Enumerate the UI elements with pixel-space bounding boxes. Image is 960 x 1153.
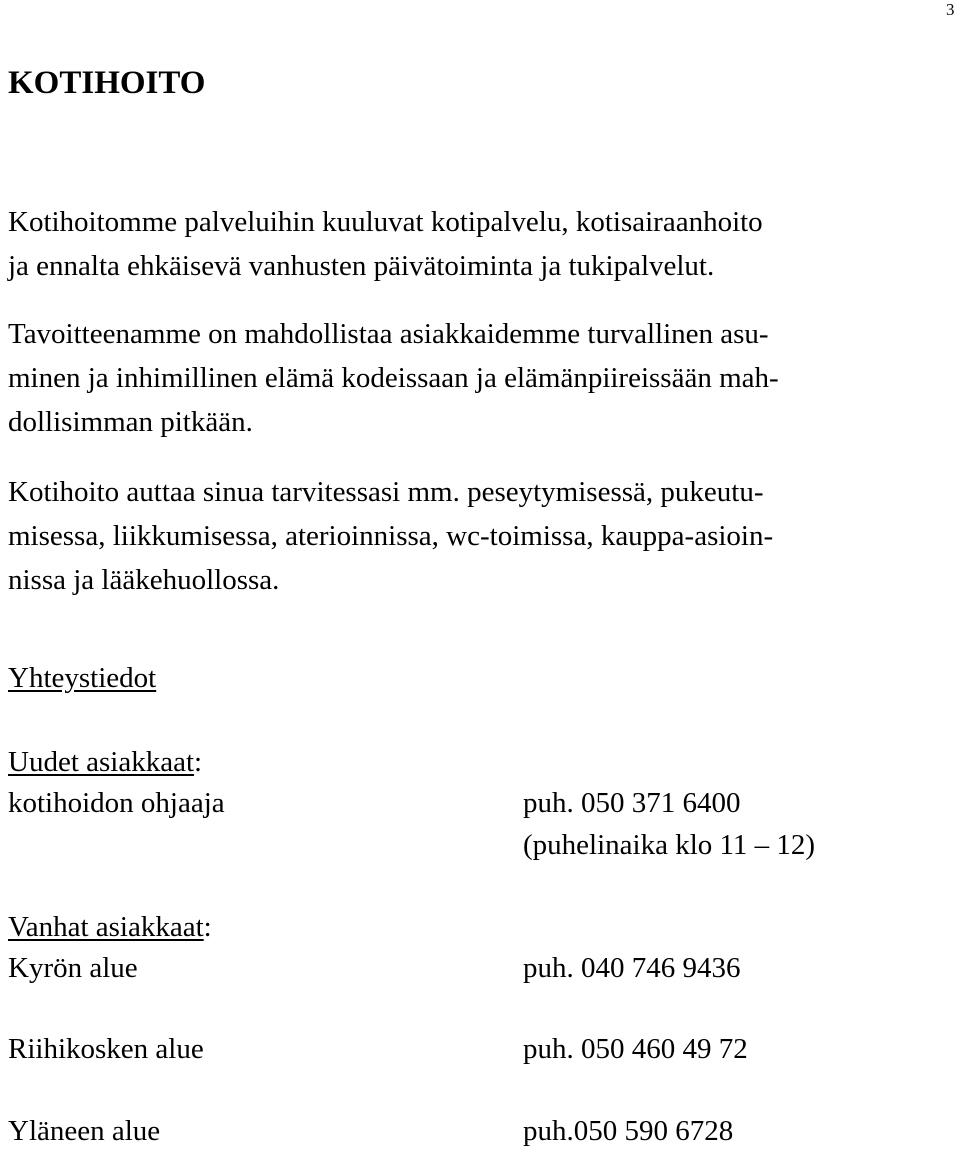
- new-clients-phone: puh. 050 371 6400: [523, 787, 741, 819]
- paragraph-line: Tavoitteenamme on mahdollistaa asiakkaidemme turvallinen asu-: [8, 318, 769, 350]
- services-paragraph: [8, 470, 953, 602]
- area-name-riihikoski: Riihikosken alue: [8, 1033, 204, 1065]
- new-clients-heading: [8, 740, 202, 784]
- paragraph-line: ja ennalta ehkäisevä vanhusten päivätoiminta ja tukipalvelut.: [8, 250, 715, 282]
- paragraph-line: Kotihoitomme palveluihin kuuluvat kotipalvelu, kotisairaanhoito: [8, 206, 763, 238]
- paragraph-line: misessa, liikkumisessa, aterioinnissa, wc-toimissa, kauppa-asioin-: [8, 520, 774, 552]
- area-phone-kyro: puh. 040 746 9436: [523, 952, 741, 984]
- area-phone-riihikoski: puh. 050 460 49 72: [523, 1033, 748, 1065]
- old-clients-heading: [8, 905, 212, 949]
- paragraph-line: Kotihoito auttaa sinua tarvitessasi mm. peseytymisessä, pukeutu-: [8, 476, 764, 508]
- new-clients-label: Uudet asiakkaat: [8, 746, 195, 778]
- old-clients-label: Vanhat asiakkaat: [8, 911, 204, 943]
- area-phone-ylane: puh.050 590 6728: [523, 1115, 734, 1147]
- new-clients-phone-hours: (puhelinaika klo 11 – 12): [523, 829, 816, 861]
- new-clients-colon: :: [194, 746, 203, 778]
- paragraph-line: minen ja inhimillinen elämä kodeissaan ja elämänpiireissään mah-: [8, 362, 779, 394]
- area-name-ylane: Yläneen alue: [8, 1115, 161, 1147]
- new-clients-role: kotihoidon ohjaaja: [8, 787, 225, 819]
- paragraph-line: nissa ja lääkehuollossa.: [8, 564, 280, 596]
- goal-paragraph: [8, 312, 953, 444]
- page-title: KOTIHOITO: [8, 65, 206, 101]
- intro-paragraph: [8, 200, 953, 288]
- contacts-heading: Yhteystiedot: [8, 662, 157, 694]
- area-name-kyro: Kyrön alue: [8, 952, 138, 984]
- page-number: 3: [946, 0, 955, 19]
- paragraph-line: dollisimman pitkään.: [8, 406, 253, 438]
- old-clients-colon: :: [203, 911, 212, 943]
